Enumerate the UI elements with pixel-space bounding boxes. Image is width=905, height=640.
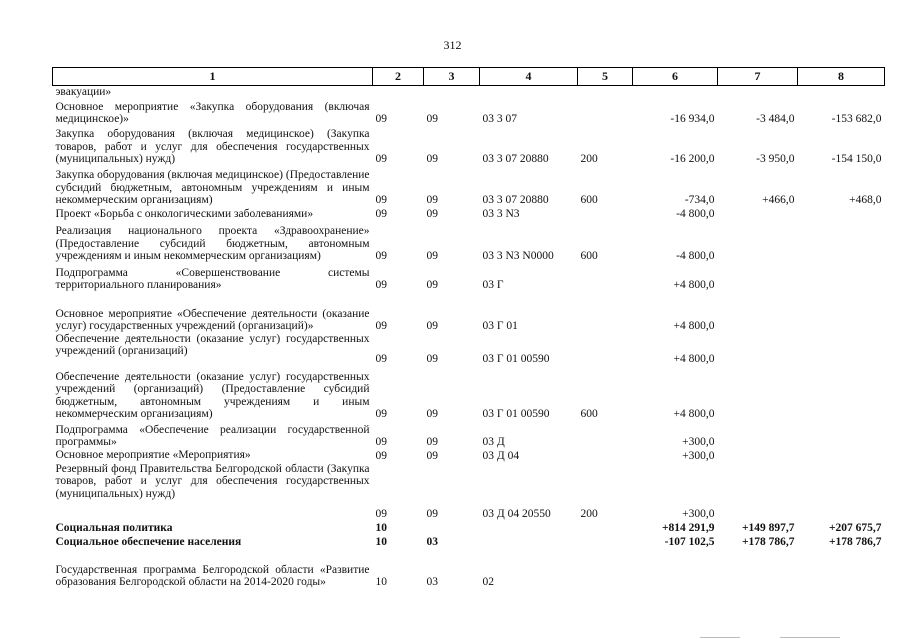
- cell-amount-1: +4 800,0: [673, 353, 715, 365]
- cell-name: Проект «Борьба с онкологическими заболеваниями»: [55, 208, 314, 220]
- cell-amount-2: -3 950,0: [756, 153, 795, 165]
- cell-subsection: 09: [426, 208, 438, 220]
- table-row: [53, 521, 885, 535]
- cell-amount-2: -3 484,0: [756, 113, 795, 125]
- cell-amount-1: -16 200,0: [670, 153, 715, 165]
- cell-name: Социальное обеспечение населения: [55, 536, 242, 548]
- cell-subsection: 09: [426, 194, 438, 206]
- cell-name: Закупка оборудования (включая медицинское) (Закупка товаров, работ и услуг для обеспечения государственных (муниципальных) нужд): [55, 128, 370, 165]
- cell-section: 09: [375, 320, 387, 332]
- cell-amount-1: +300,0: [682, 436, 715, 448]
- cell-section: 09: [375, 208, 387, 220]
- cell-amount-3: [798, 292, 885, 333]
- cell-amount-3: [798, 86, 885, 99]
- table-row: [53, 535, 885, 549]
- cell-section: [373, 86, 424, 99]
- cell-amount-2: [718, 449, 798, 463]
- cell-amount-2: [718, 292, 798, 333]
- cell-subsection: [424, 521, 480, 535]
- cell-expense-type: [578, 333, 633, 366]
- cell-section: 09: [375, 153, 387, 165]
- table-row: [53, 366, 885, 421]
- cell-amount-2: [718, 263, 798, 292]
- cell-amount-1: [633, 86, 718, 99]
- cell-name: Подпрограмма «Обеспечение реализации государственной программы»: [55, 423, 370, 448]
- cell-target-article: 03 3 07 20880: [482, 194, 549, 206]
- cell-subsection: 09: [426, 279, 438, 291]
- cell-target-article: 03 Г 01 00590: [482, 408, 550, 420]
- cell-expense-type: [578, 86, 633, 99]
- cell-amount-3: [798, 263, 885, 292]
- cell-expense-type: [578, 421, 633, 449]
- header-col-1: 1: [53, 68, 373, 86]
- cell-expense-type: [578, 292, 633, 333]
- page-number: 312: [443, 38, 462, 52]
- cell-amount-2: [718, 366, 798, 421]
- header-col-2: 2: [373, 68, 424, 86]
- cell-amount-1: +814 291,9: [661, 522, 715, 534]
- cell-name: Резервный фонд Правительства Белгородской области (Закупка товаров, работ и услуг для обеспечения государственных (муниципальных) нужд): [55, 462, 370, 500]
- cell-subsection: 09: [426, 153, 438, 165]
- cell-expense-type: 600: [580, 250, 598, 262]
- cell-amount-1: [633, 549, 718, 589]
- cell-section: 09: [375, 353, 387, 365]
- cell-name: Основное мероприятие «Закупка оборудования (включая медицинское)»: [55, 100, 370, 125]
- cell-section: 09: [375, 194, 387, 206]
- cell-section: 09: [375, 508, 387, 520]
- cell-subsection: 09: [426, 353, 438, 365]
- cell-expense-type: [578, 549, 633, 589]
- cell-section: 09: [375, 408, 387, 420]
- cell-amount-2: [718, 86, 798, 99]
- cell-amount-3: [798, 366, 885, 421]
- cell-section: 09: [375, 436, 387, 448]
- cell-amount-3: [798, 421, 885, 449]
- table-body: [53, 86, 885, 589]
- table-row: [53, 463, 885, 521]
- cell-subsection: 09: [426, 450, 438, 462]
- table-row: [53, 86, 885, 99]
- table-row: [53, 263, 885, 292]
- cell-subsection: 09: [426, 508, 438, 520]
- cell-amount-1: +300,0: [682, 508, 715, 520]
- cell-amount-3: +178 786,7: [828, 536, 882, 548]
- cell-amount-3: +207 675,7: [828, 522, 882, 534]
- cell-section: 09: [375, 250, 387, 262]
- cell-expense-type: 600: [580, 408, 598, 420]
- cell-section: 09: [375, 450, 387, 462]
- cell-amount-1: -107 102,5: [664, 536, 715, 548]
- cell-amount-2: +178 786,7: [741, 536, 795, 548]
- table-row: [53, 421, 885, 449]
- cell-name: Основное мероприятие «Обеспечение деятельности (оказание услуг) государственных учреждений (организаций)»: [55, 307, 370, 332]
- cell-expense-type: 600: [580, 194, 598, 206]
- cell-name: Основное мероприятие «Мероприятия»: [55, 448, 251, 461]
- cell-amount-3: [798, 333, 885, 366]
- cell-amount-3: -154 150,0: [831, 153, 882, 165]
- cell-amount-3: -153 682,0: [831, 113, 882, 125]
- cell-expense-type: 200: [580, 153, 598, 165]
- cell-target-article: 03 Г 01: [482, 320, 518, 332]
- cell-target-article: 03 3 N3 N0000: [482, 250, 554, 262]
- header-col-8: 8: [798, 68, 885, 86]
- cell-amount-2: +149 897,7: [741, 522, 795, 534]
- cell-target-article: 03 3 07 20880: [482, 153, 549, 165]
- cell-amount-3: [798, 549, 885, 589]
- cell-amount-1: +300,0: [682, 450, 715, 462]
- cell-target-article: [480, 86, 578, 99]
- table-row: [53, 549, 885, 589]
- cell-name: Обеспечение деятельности (оказание услуг) государственных учреждений (организаций): [55, 332, 370, 357]
- cell-amount-2: +466,0: [762, 194, 795, 206]
- cell-amount-1: +4 800,0: [673, 408, 715, 420]
- scan-mark: [780, 637, 840, 638]
- cell-subsection: 09: [426, 408, 438, 420]
- cell-name: Обеспечение деятельности (оказание услуг) государственных учреждений (организаций) (Предоставление субсидий бюджетным, автономным учреждениям и иным некоммерческим организациям): [55, 370, 370, 420]
- cell-name: Реализация национального проекта «Здравоохранение» (Предоставление субсидий бюджетным, автономным учреждениям и иным некоммерческим организациям): [55, 225, 370, 262]
- cell-amount-3: [798, 207, 885, 221]
- table-row: [53, 126, 885, 166]
- cell-target-article: 03 Г 01 00590: [482, 353, 550, 365]
- cell-amount-2: [718, 221, 798, 263]
- cell-section: 09: [375, 279, 387, 291]
- cell-amount-2: [718, 333, 798, 366]
- cell-section: 10: [375, 536, 387, 548]
- budget-table: [52, 67, 885, 589]
- header-col-7: 7: [718, 68, 798, 86]
- header-col-3: 3: [424, 68, 480, 86]
- cell-amount-3: +468,0: [849, 194, 882, 206]
- cell-target-article: 03 3 07: [482, 113, 517, 125]
- cell-section: 10: [375, 522, 387, 534]
- cell-amount-2: [718, 463, 798, 521]
- cell-target-article: 03 Д: [482, 436, 505, 448]
- cell-subsection: 03: [426, 536, 438, 548]
- cell-expense-type: [578, 535, 633, 549]
- cell-amount-1: -4 800,0: [676, 250, 715, 262]
- cell-subsection: 09: [426, 320, 438, 332]
- cell-section: 09: [375, 113, 387, 125]
- table-row: [53, 333, 885, 366]
- cell-expense-type: [578, 521, 633, 535]
- cell-expense-type: [578, 263, 633, 292]
- table-row: [53, 449, 885, 463]
- cell-section: 10: [375, 576, 387, 588]
- cell-amount-1: -734,0: [684, 194, 715, 206]
- cell-target-article: [480, 535, 578, 549]
- table-row: [53, 221, 885, 263]
- cell-name: Государственная программа Белгородской области «Развитие образования Белгородской области на 2014-2020 годы»: [55, 563, 370, 588]
- header-col-4: 4: [480, 68, 578, 86]
- cell-amount-3: [798, 463, 885, 521]
- table-row: [53, 292, 885, 333]
- cell-expense-type: 200: [580, 508, 598, 520]
- cell-target-article: 02: [482, 576, 494, 588]
- cell-name: Подпрограмма «Совершенствование системы территориального планирования»: [55, 266, 370, 291]
- cell-name: Закупка оборудования (включая медицинское) (Предоставление субсидий бюджетным, автономным учреждениям и иным некоммерческим организациям): [55, 169, 370, 206]
- table-row: [53, 166, 885, 207]
- cell-amount-1: +4 800,0: [673, 279, 715, 291]
- cell-name: Социальная политика: [55, 522, 173, 534]
- cell-amount-3: [798, 221, 885, 263]
- cell-subsection: 09: [426, 436, 438, 448]
- cell-target-article: 03 3 N3: [482, 208, 520, 220]
- cell-subsection: 09: [426, 113, 438, 125]
- cell-amount-2: [718, 549, 798, 589]
- header-col-5: 5: [578, 68, 633, 86]
- cell-amount-3: [798, 449, 885, 463]
- cell-target-article: 03 Д 04: [482, 450, 520, 462]
- header-col-6: 6: [633, 68, 718, 86]
- table-row: [53, 99, 885, 126]
- cell-target-article: [480, 521, 578, 535]
- cell-amount-1: -16 934,0: [670, 113, 715, 125]
- table-header-row: [53, 68, 885, 86]
- cell-target-article: 03 Г: [482, 279, 504, 291]
- cell-subsection: 09: [426, 250, 438, 262]
- cell-subsection: [424, 86, 480, 99]
- cell-subsection: 03: [426, 576, 438, 588]
- cell-name: эвакуации»: [55, 86, 112, 98]
- scan-mark: [700, 637, 740, 638]
- table-row: [53, 207, 885, 221]
- cell-amount-1: +4 800,0: [673, 320, 715, 332]
- cell-amount-2: [718, 207, 798, 221]
- cell-target-article: 03 Д 04 20550: [482, 508, 551, 520]
- cell-expense-type: [578, 99, 633, 126]
- cell-amount-1: -4 800,0: [676, 208, 715, 220]
- cell-expense-type: [578, 207, 633, 221]
- cell-amount-2: [718, 421, 798, 449]
- cell-expense-type: [578, 449, 633, 463]
